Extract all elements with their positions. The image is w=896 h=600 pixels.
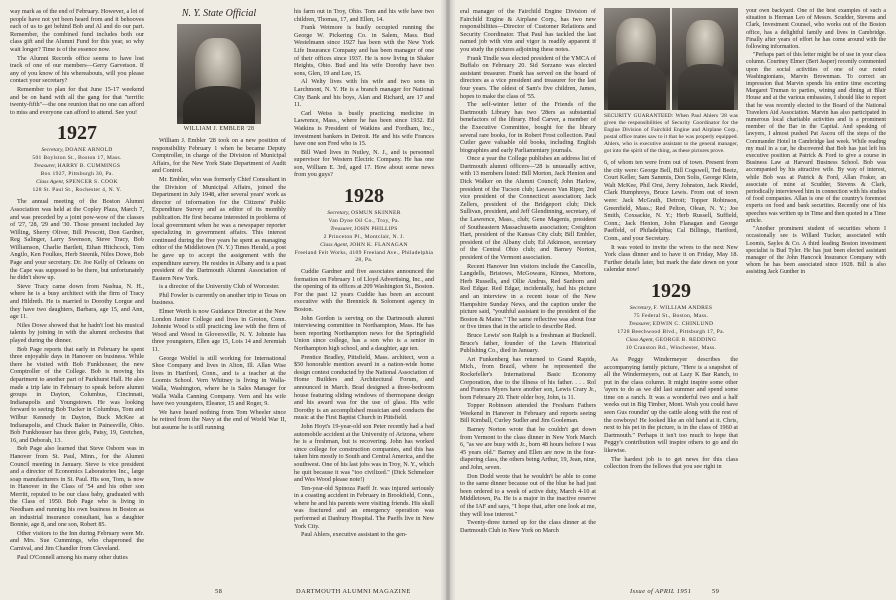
paragraph: Phil Fowler is currently on another trip to Texas on business. [152, 291, 286, 307]
officer-role: Class Agent, [36, 179, 66, 186]
paragraph: John Gordon is serving on the Dartmouth alumni interviewing committee in Northampton, Mass. He has been reporting Northampton news for the Springfield Union since college, has a son who is a senior in Northampton high school, and a daughter, age ten. [294, 314, 434, 352]
officer-line [294, 250, 434, 264]
paragraph: It was voted to invite the wives to the next New York class dinner and to have it on Friday, May 18. Further details later, but mark the date down on your calendar now! [604, 243, 738, 274]
paragraph: Elmer Werth is now Guidance Director at the New London Junior College and lives in Groton, Conn. Johnnie Wood is still practicing law with the firm of Wood and Wood in Gloversville, N. Y. Johnnie has three youngsters, Ellen age 15, Lois 14 and Jeremiah 11. [152, 308, 286, 354]
officer-name: GEORGE B. REDDING [655, 336, 717, 343]
officer-name: 2 Princeton Pl., Montclair, N. J. [323, 234, 405, 241]
officer-line [10, 171, 144, 178]
officer-line [10, 187, 144, 194]
paragraph: Carl Weiss is busily practicing medicine in Lawrence, Mass., where he has been since 1932. Ed Watkins is President of Watkins and Fordham, Inc., investment bankers in Detroit. He and his wife Frances have one son Fred who is 15. [294, 109, 434, 148]
officer-role: Secretary, [41, 147, 66, 154]
officer-line [10, 147, 144, 154]
officer-role: Treasurer, [628, 320, 653, 327]
security-photo-right [672, 8, 738, 110]
class-officers [604, 305, 738, 352]
paragraph: his farm out in Troy, Ohio. Tom and his wife have two children, Thomas, 17, and Ellen, 14. [294, 8, 434, 23]
left-column-3 [294, 8, 434, 582]
paragraph: Bob Page reports that early in February he spent three enjoyable days in Hanover on business. While there he visited with Bob Funkhouser, the new Comptroller of the College. Bob is moving his department to another part of Parkhurst Hall. He also made a trip late in February to speak before alumni groups in Dayton, Columbus, Cincinnati, Indianapolis and Youngstown. He was looking forward to seeing Bob Tucker in Columbus, Tom and Wilbur Kennedy in Dayton, Buck McKee at Indianapolis, and Chuck Baker in Painesville, Ohio. Bob Funkhouser has three girls, Patsy, 19, Gretchen, 16, and Deborah, 13. [10, 345, 144, 444]
class-year-heading: 1927 [57, 122, 97, 145]
class-year-heading: 1928 [344, 185, 384, 208]
photo-caption: WILLIAM J. EMBLER '28 [183, 126, 255, 132]
page-gutter [440, 0, 456, 600]
officer-line [10, 179, 144, 186]
officer-role: Secretary, [629, 304, 654, 311]
officer-line [604, 329, 738, 336]
officer-line [294, 226, 434, 233]
paragraph: Don Dodd wrote that he wouldn't be able to come to the same dinner because out of the blue he had just been ordered to a week of active duty, March 4-10 at Middletown, Pa. He is a major in the inactive reserve of the IAF and says, "I hope that, after one look at me, they will lose interest." [460, 472, 596, 518]
officer-name: EDWIN C. CHINLUND [652, 320, 714, 327]
security-photo-left [604, 8, 670, 110]
paragraph: Other visitors to the Inn during February were Mr. and Mrs. Sue Cummings, who chaperoned the Carnival, and Jim Chandler from Cleveland. [10, 529, 144, 553]
paragraph: Al Welty lives with his wife and two sons in Larchmont, N. Y. He is a branch manager for National City Bank and his boys, Alan and Richard, are 17 and 11. [294, 78, 434, 109]
page-number: 58 [215, 588, 223, 595]
photo-caption: SECURITY GUARANTEED: When Paul Ahlers '28 was given the responsibilities of Security Coordinator for the Engine Division of Fairchild Engine and Airplane Corp., postal office mates saw to it that he was properly equipped. Ahlers, who is executive assistant to the general manager, got into the spirit of the thing, as these pictures prove. [604, 113, 738, 154]
officer-line [604, 313, 738, 320]
paragraph: Paul Ahlers, executive assistant to the gen- [301, 531, 408, 539]
section-title: N. Y. State Official [181, 8, 257, 19]
paragraph: Art Funkenberg has returned to Grand Rapids, Mich., from Brazil, where he represented the Rockefeller's International Basic Economy Corporation, due to the illness of his father. . . . Rol and Frances Myers have another son, Lewis Crary Jr., born February 20. Their older boy, John, is 11. [460, 355, 596, 401]
paragraph: Cuddie Gardner and five associates announced the formation on February 1 of Lloyd Advertising, Inc., and the opening of its offices at 209 Washington St., Boston. For the past 12 years Cuddie has been an account executive with the Brennick & Solomont agency in Boston. [294, 268, 434, 314]
portrait-photo [177, 24, 261, 124]
left-column-1 [10, 8, 144, 582]
officer-line [294, 234, 434, 241]
officer-line [604, 305, 738, 312]
magazine-title: DARTMOUTH ALUMNI MAGAZINE [296, 588, 411, 595]
officer-line [294, 218, 434, 225]
class-year-heading: 1929 [651, 279, 691, 302]
paragraph: Niles Dowe showed that he hadn't lost his musical talents by joining in with the alumni orchestra that played during the dinner. [10, 321, 144, 344]
paragraph: Barney Norton wrote that he couldn't get down from Vermont to the class dinner in New York March 6, "as we are busy with Jr., born 48 hours before I was 45 years old." Barney and Ellen are now in the four-diapering class, the others being Arthur, 19, Jean, nine, and John, seven. [460, 426, 596, 472]
paragraph: Prentice Bradley, Pittsfield, Mass. architect, won a $50 honorable mention award in a nation-wide home design contest conducted by the National Association of Home Builders and Architectural Forum, and announced in March. Brad designed a three-bedroom house featuring sliding windows of thermopane design and his award was for the use of glass. His wife Dorothy is an accomplished musician and conducts the music at the First Baptist Church in Pittsfield. [294, 353, 434, 422]
officer-name: Box 1927, Pittsburgh 30, Pa. [40, 171, 114, 178]
officer-name: 501 Boylston St., Boston 17, Mass. [32, 155, 122, 162]
paragraph: The Alumni Records office seems to have lost track of one of our members—Gerry Garvetson. If any of you know of his whereabouts, will you please contact your secretary? [10, 54, 144, 85]
officer-role: Treasurer, [33, 163, 58, 170]
paragraph: 6, of whom ten were from out of town. Present from the city were: George Bell, Bill Cogswell, Ted Beetz, Court Keller, Sam Sammis, Don Solis, George Klein, Walt McKee, Phil Orsi, Jerry Johnston, Jack Riedel, Clark Humphreys, Bruce Lewis. From out of town were: Jack McGrath, Detroit; Topper Robinson, Greenfield, Mass.; Red Pelton, Olean, N. Y.; Joe Smith, Coxsackie, N. Y.; Herb Russell, Suffield, Conn.; Jack Henion, John Flanagan and George Paeffeld, of Philadelphia; Cal Billings, Hartford, Conn., and your Secretary. [604, 159, 738, 242]
officer-name: Van Dyne Oil Co., Troy, Pa. [328, 218, 400, 225]
issue-date: Issue of APRIL 1951 [630, 588, 692, 595]
paragraph: The self-winter letter of the Friends of the Dartmouth Library has two '28ers as substantial benefactors of the library. Hod Carver, a member of the Executive Committee, bought for the library several rare books, for in Robert Frost collection. Paul Cutler gave valuable old books, including English biographies and early Parliamentary journals. [460, 101, 596, 154]
paragraph: Paul O'Connell among his many other duties [17, 553, 128, 561]
officer-name: SPENCER S. COOK [65, 179, 118, 186]
paragraph: William J. Embler '28 took on a new position of responsibility February 1 when he became Deputy Comptroller, in charge of the Division of Municipal Affairs, for the New York State Department of Audit and Control. [152, 137, 286, 175]
officer-line [10, 155, 144, 162]
officer-name: DOANE ARNOLD [65, 147, 113, 154]
paragraph: We have heard nothing from Tom Wheeler since he retired from the Navy at the end of World War II, but assume he is still running [152, 408, 286, 431]
officer-role: Class Agent, [320, 242, 350, 249]
officer-line [294, 210, 434, 217]
officer-name: 128 St. Paul St., Rochester 4, N. Y. [32, 187, 122, 194]
paragraph: way mark as of the end of February. However, a lot of people have not yet been heard from and it behooves each of us to get behind Bob and Al and do our part. Remember, the combined fund includes both our class gift and the Alumni Fund for this year, so why wait longer? Time is of the essence now. [10, 8, 144, 53]
paragraph: John Hoyt's 19-year-old son Peter recently had a bad automobile accident at the University of Arizona, where he is a freshman, but is recovering. John has worked since college for construction companies, and this has taken him mostly to South and Central America, and the southwest. One of his last jobs was in Troy, N. Y., which he quit because it was "too civilized." (Dick Schmelzer and Wes Wood please note!) [294, 422, 434, 484]
left-column-2 [152, 8, 286, 582]
right-column-2 [604, 8, 738, 582]
officer-role: Treasurer, [330, 226, 355, 233]
paragraph: Bruce Lewis' son Ralph is a freshman at Bucknell. Bruce's father, founder of the Lewis Historical Publishing Co., died in January. [460, 331, 596, 355]
officer-line [10, 163, 144, 170]
paragraph: Mr. Embler, who was formerly Chief Consultant in the Division of Municipal Affairs, joined the Department in July 1948, after several years' work as director of information for the Citizens' Public Expenditure Survey and as editor of its monthly publication. He first became interested in problems of local government when he was a newspaper reporter specializing in government affairs. This interest continued during the five years he spent as managing editor of the Middletown (N. Y.) Times Herald, a post he gave up to accept the assignment with the expenditure survey. He resides in Albany and is a past president of the Dartmouth Alumni Association of Eastern New York. [152, 175, 286, 282]
paragraph: Bob Page also learned that Steve Osborn was in Hanover from St. Paul, Minn., for the Alumni Council meeting in January. Steve is vice president and a director of Economics Laboratories Inc., large soap manufacturers in St. Paul. His son, Tom, is now in Hanover in the Class of '54 and his other son Merritt, reputed to be our class baby, graduated with the Class of 1950. Bob Page who is living in Needham and running his own business in Boston as an industrial insurance consultant, has a daughter Bonnie, age 8, and one son, Robert 85. [10, 445, 144, 529]
officer-name: 75 Federal St., Boston, Mass. [633, 312, 709, 319]
class-officers [294, 210, 434, 264]
officer-name: JOHN K. FLANAGAN [349, 242, 408, 249]
officer-name: 10 Cranston Rd., Winchester, Mass. [625, 344, 717, 351]
left-page [0, 0, 446, 600]
page-number: 59 [712, 588, 720, 595]
officer-name: JOHN PHILLIPS [354, 226, 398, 233]
right-page [450, 0, 896, 600]
paragraph: George Wolfel is still working for International Shoe Company and lives in Alton, Ill. Allan Wise lives in Hartford, Conn., and is a teacher at the Loomis School. Vern Whitney is living in Walla-Walla, Washington, where he is Sales Manager for Walla Walla Canning Company. Vern and his wife have two youngsters, Eleanor, 15 and Roger, 9. [152, 354, 286, 408]
right-column-3 [746, 8, 886, 582]
officer-role: Secretary, [327, 210, 351, 217]
officer-line [604, 345, 738, 352]
right-column-1 [460, 8, 596, 582]
paragraph: is a director of the University Club of Worcester. [159, 283, 280, 291]
paragraph: Topper Robinson attended the Fresham Fathers Weekend in Hanover in February and reports seeing Bill Kimball, Curley Sudler and Jim Gooleman. [460, 402, 596, 425]
officer-name: 1728 Beechwood Blvd., Pittsburgh 17, Pa. [617, 328, 725, 335]
paragraph: "Perhaps part of this letter might be of use in your class column. Courtney Elmer (Bert Jasper) recently commented upon the social activities of one of our noted Washingtonians, Marvin Brownman. To correct an impression that Marvin spends his entire time escorting Margaret Truman to parties, wining and dining at Blair House and at the various embassies, I should like to report that he was recently elected to the Board of the National Travelers Aid Association. Marvin has also participated in numerous local charitable activities and is a prominent member of the Bar in the Capital. And speaking of lawyers, I almost pushed Pat Ascou off the steps of the Commander Hotel in Cambridge last week. While reading my mail in a car, he discovered that Bob has just left his executive position at Patrick & Ford to give a course in Business Law at Harvard Business School. Bob was accompanied by his attractive wife. By way of interest, while Bob was at Patrick & Ford, Allan Fraker, an associate of mine at Scudder, Stevens & Clark, periodically interviewed him in connection with his studies of food companies. Allan is one of the country's foremost experts on food and bank securities. Recently one of his speeches was written up in Time and then quoted in a Time article. [746, 52, 886, 224]
officer-name: F. WILLIAM ANDRES [653, 304, 713, 311]
officer-line [604, 337, 738, 344]
paragraph: Frank Wetmore is busily occupied running the George W. Pickering Co. in Salem, Mass. Bud Westelmann since 1927 has been with the New York Life Insurance Company and has been manager of one of their offices since 1937. He is now living in Shaker Heights, Ohio. Bud and his wife Dorothy have two sons, Glen, 19 and Lee, 15. [294, 24, 434, 77]
paragraph: Frank Tindle was elected president of the YMCA of Buffalo on February 20. Sid Sorzano was elected assistant treasurer. Frank has served on the board of directors as a vice president and treasurer for the last four years. The oldest of Sam's five children, James, hopes to make the class of '55. [460, 54, 596, 100]
officer-name: HARRY B. CUMMINGS [57, 163, 121, 170]
paragraph: Bill Ward lives in Nutley, N. J., and is personnel supervisor for Western Electric Company. He has one son, William E. 3rd, aged 17. How about some news from you guys? [294, 148, 434, 179]
officer-name: OSMUN SKINNER [350, 210, 401, 217]
officer-role: Class Agent, [625, 336, 656, 343]
paragraph: As Peggy Windermeyer describes the accompanying family picture, "Here is a snapshot of all the Windermeyers, out at Lazy K Bar Ranch, to put in the class column. It might inspire some other 'ayers to do as we did last summer and spend some time on a ranch. It was a wonderful two and a half weeks out in Big Timber, Mont. Wish you could have seen Gus roundin' up the cattle along with the rest of the cowboys! He looked like an old hand at it. Chris, next to his pet in the picture, is in the class of 1960 at Dartmouth." Perhaps it isn't too much to hope that Peggy's contribution will inspire others to go and do likewise. [604, 355, 738, 455]
paragraph: Twenty-three turned up for the class dinner at the Dartmouth Club in New York on March [460, 519, 596, 534]
paragraph: "Another prominent student of securities whom I occasionally see is Willard Tucker, associated with Loomis, Sayles & Co. A third leading Boston investment specialist is Bud Tyler. He has just been elected assistant manager of the John Hancock Insurance Company with whom he has been associated since 1928. Bill is also assisting Jack Gunther in [746, 226, 886, 276]
paragraph: eral manager of the Fairchild Engine Division of Fairchild Engine & Airplane Corp., has two new responsibilities—Director of Customer Relations and Security Coordinator. That Paul has tackled the last named job with vim and vigor is readily apparent if you study the pictures adjoining these notes. [460, 8, 596, 53]
class-officers [10, 147, 144, 194]
security-photos [604, 8, 738, 110]
paragraph: Steve Tracy came down from Nashua, N. H., where he is a busy architect with the firm of Tracy and Hildreth. He is married to Dorothy Lorgue and they have two daughters, Barbara, age 15, and Ann, age 11. [10, 282, 144, 321]
officer-line [294, 242, 434, 249]
paragraph: Ten-year-old Spinoza Paeff Jr. was injured seriously in a coasting accident in February in Brookfield, Conn., where he and his parents were visiting friends. His skull was fractured and an emergency operation was performed at Danbury Hospital. The Paeffs live in New York City. [294, 484, 434, 530]
paragraph: Once a year the College publishes an address list of Dartmouth alumni officers—'28 is unusually active, with 13 members listed: Bill Morton, Jack Henion and Dick Walker on the Alumni Council; John Harlow, president of the Tucson club; Lawson Van Riper, 2nd vice president of the Connecticut association; Jack Zellers, president of the Bridgeport club; Dick Sullivan, president, and Jeff Glendinning, secretary, of the Lawrence, Mass., club; Gene Magenis, president of Southeastern Massachusetts association; Creighton Hart, president of the Kansas City club; Bill Embler, president of the Albany club; Ed Atkinson, secretary of the Central Ohio club; and Barney Norton, president of the Vermont association. [460, 155, 596, 261]
officer-line [604, 321, 738, 328]
paragraph: your own backyard. One of the best examples of such a situation is Herman Leo of Messrs. Scudder, Stevens and Clark, Investment Counsel, who works out of the Boston office, has a delightful family and lives in Cambridge. Finally after years of effort he has come around with the following information. [746, 8, 886, 51]
paragraph: The annual meeting of the Boston Alumni Association was held at the Copley Plaza, March 7, and was preceded by a joint pow-wow of the classes of '27, '28, '29 and '30. Those present included Jay Willing, Sherry Oliver, Bill Prescott, Don Gardner, Reg Salinger, Larry Swenson, Steve Tracy, Bob Williamson, Charlie Bartlett, Ethan Hitchcock, Tom Angilo, Ken Foulkes, Herb Steenik, Niles Dowe, Bob Page and your secretary. Dr. Joe Kelly of Orleans on the Cape was supposed to be there, but unfortunately he didn't show up. [10, 198, 144, 282]
paragraph: Recent Hanover Inn visitors include the Cancellis, Langdells, Bristows, McGowans, Kinnes, Mortons, Herb Russells, and Ollie Andrus, Red Sanborn and Red Edgar. Red Edgar, incidentally, had his picture and an interview in a recent issue of the New Hampshire Sunday News, and the caption under the picture said, "youthful assistant to the president of the Boston & Maine." The same reflective was about four or five times that in the article to describe Red. [460, 262, 596, 331]
paragraph: Remember to plan for that June 15-17 weekend and be on hand with all the gang for that "terrific twenty-fifth"—the one reunion that no one can afford to miss and everyone can afford to attend. See you! [10, 85, 144, 116]
paragraph: The hardest job is to get news for this class collection from the fellows that you see right in [604, 455, 738, 471]
officer-name: Freeland Felt Works, 4109 Freeland Ave., Philadelphia 28, Pa. [294, 250, 434, 264]
